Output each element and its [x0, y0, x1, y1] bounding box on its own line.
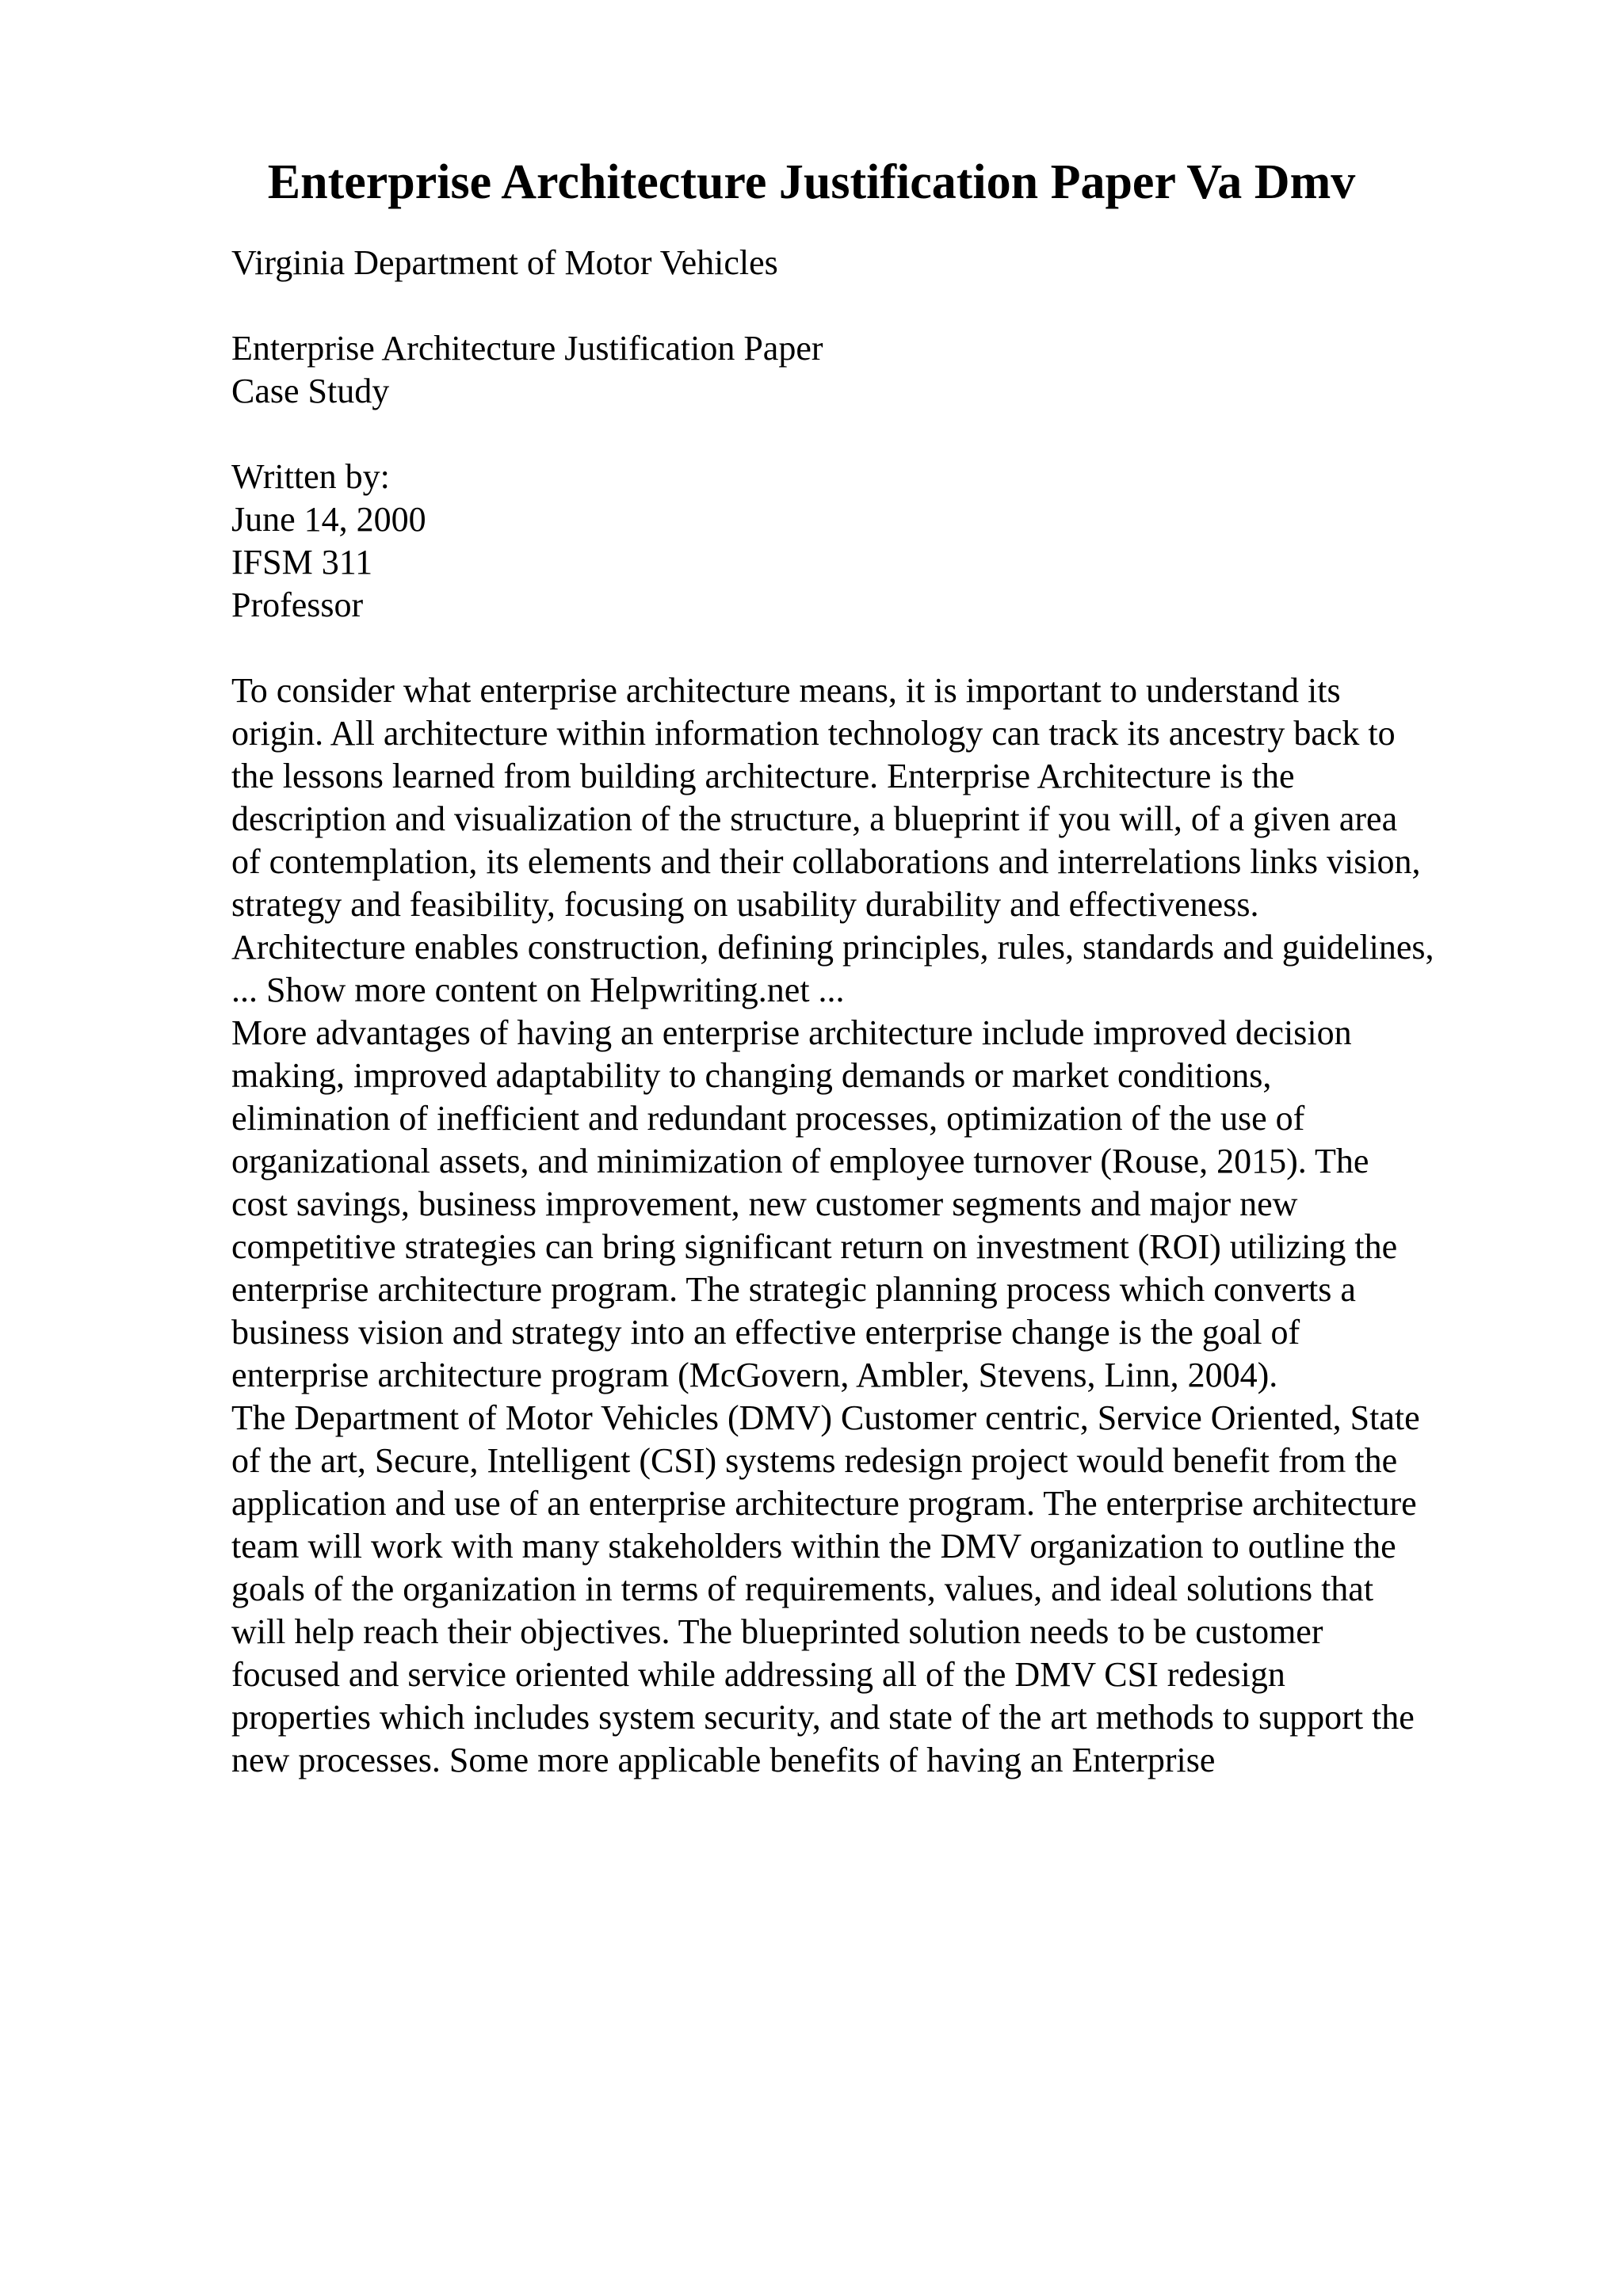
- paragraph-line: strategy and feasibility, focusing on usability durability and effectiveness.: [231, 885, 1259, 924]
- paragraph-line: application and use of an enterprise architecture program. The enterprise architecture: [231, 1484, 1417, 1523]
- paragraph-line: enterprise architecture program. The strategic planning process which converts a: [231, 1270, 1356, 1309]
- paragraph-line: elimination of inefficient and redundant processes, optimization of the use of: [231, 1099, 1305, 1138]
- organization-block: [231, 242, 1531, 284]
- paragraph-line: origin. All architecture within information technology can track its ancestry back to: [231, 714, 1396, 753]
- author-info-block: [231, 456, 1531, 627]
- document-body: [231, 242, 1531, 1782]
- paragraph-line: More advantages of having an enterprise architecture include improved decision: [231, 1013, 1352, 1052]
- paragraph-line: making, improved adaptability to changing demands or market conditions,: [231, 1056, 1272, 1095]
- paragraph-line: The Department of Motor Vehicles (DMV) Customer centric, Service Oriented, State: [231, 1398, 1420, 1437]
- document-title: Enterprise Architecture Justification Paper Va Dmv: [267, 155, 1356, 209]
- body-paragraph-2: [231, 1012, 1531, 1397]
- paragraph-line: new processes. Some more applicable benefits of having an Enterprise: [231, 1741, 1216, 1779]
- paragraph-line: business vision and strategy into an effective enterprise change is the goal of: [231, 1313, 1300, 1352]
- paragraph-line: the lessons learned from building architecture. Enterprise Architecture is the: [231, 757, 1295, 795]
- professor-label: Professor: [231, 585, 364, 624]
- paragraph-line: team will work with many stakeholders within the DMV organization to outline the: [231, 1527, 1396, 1566]
- paragraph-line: focused and service oriented while addressing all of the DMV CSI redesign: [231, 1655, 1285, 1694]
- course-code: IFSM 311: [231, 543, 373, 582]
- organization-name: Virginia Department of Motor Vehicles: [231, 243, 778, 282]
- paragraph-line: Architecture enables construction, defining principles, rules, standards and guidelines,: [231, 928, 1434, 967]
- paragraph-line: of the art, Secure, Intelligent (CSI) systems redesign project would benefit from the: [231, 1441, 1398, 1480]
- written-by-label: Written by:: [231, 457, 390, 496]
- paper-info-block: [231, 327, 1531, 413]
- paragraph-line: goals of the organization in terms of requirements, values, and ideal solutions that: [231, 1569, 1374, 1608]
- paper-type: Case Study: [231, 372, 390, 410]
- body-paragraph-1: [231, 669, 1531, 1012]
- paragraph-line: description and visualization of the structure, a blueprint if you will, of a given area: [231, 799, 1398, 838]
- paragraph-line: organizational assets, and minimization of employee turnover (Rouse, 2015). The: [231, 1142, 1369, 1180]
- paper-date: June 14, 2000: [231, 500, 426, 539]
- paragraph-line: properties which includes system security, and state of the art methods to support the: [231, 1698, 1415, 1737]
- paragraph-line: of contemplation, its elements and their collaborations and interrelations links vision,: [231, 842, 1421, 881]
- paragraph-line: will help reach their objectives. The blueprinted solution needs to be customer: [231, 1612, 1323, 1651]
- paragraph-line: To consider what enterprise architecture means, it is important to understand its: [231, 671, 1341, 710]
- paper-title: Enterprise Architecture Justification Paper: [231, 329, 823, 368]
- body-paragraph-3: [231, 1397, 1531, 1782]
- paragraph-line: competitive strategies can bring significant return on investment (ROI) utilizing the: [231, 1227, 1398, 1266]
- paragraph-line: cost savings, business improvement, new customer segments and major new: [231, 1184, 1298, 1223]
- show-more-content-line: ... Show more content on Helpwriting.net ...: [231, 971, 845, 1009]
- paragraph-line: enterprise architecture program (McGovern, Ambler, Stevens, Linn, 2004).: [231, 1356, 1278, 1394]
